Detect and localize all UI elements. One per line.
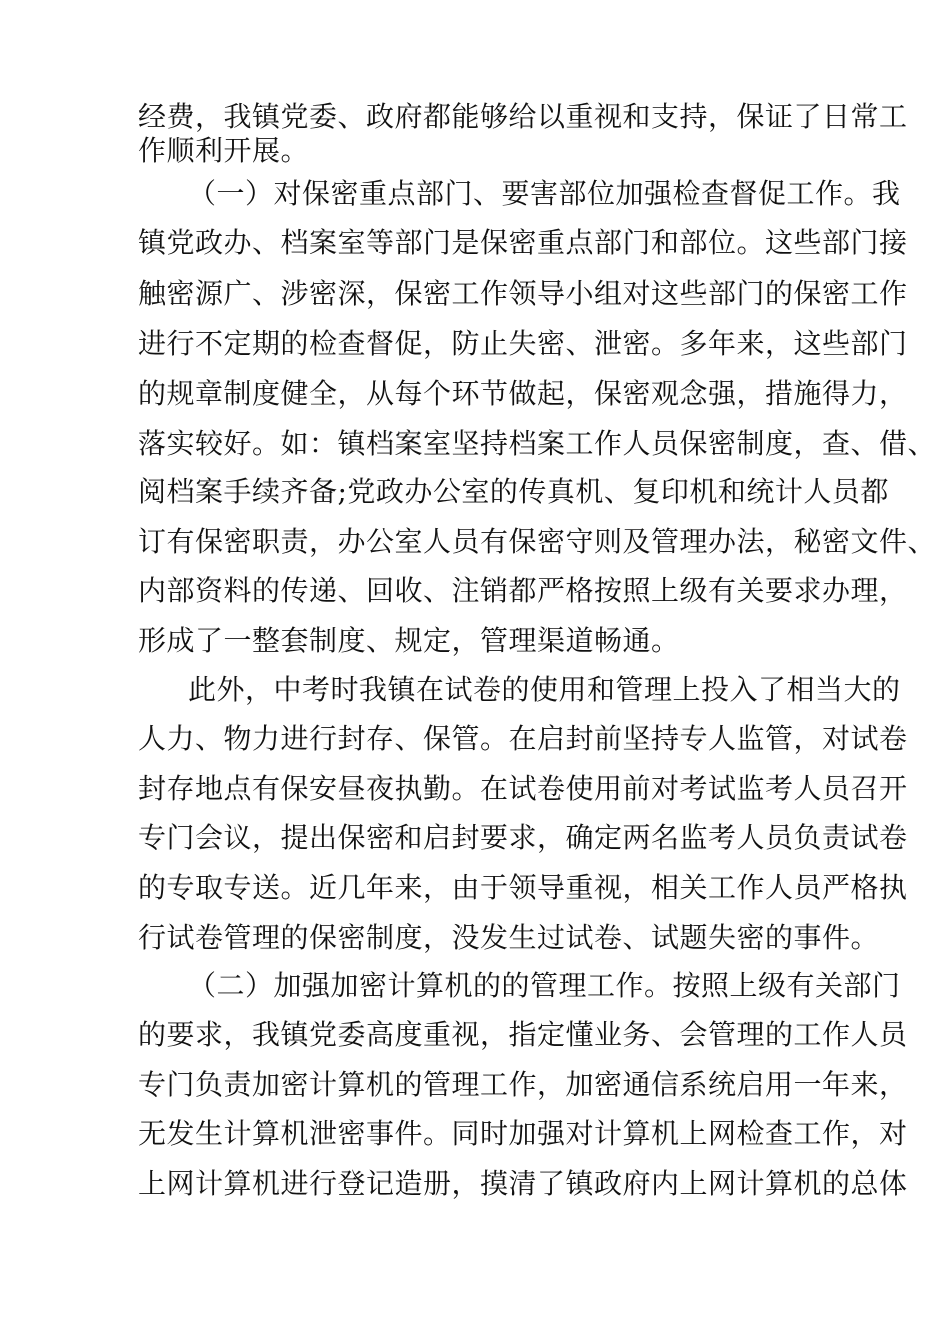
text-line: 的要求，我镇党委高度重视，指定懂业务、会管理的工作人员 [138, 1018, 908, 1051]
text-line: 镇党政办、档案室等部门是保密重点部门和部位。这些部门接 [138, 226, 908, 259]
text-line: 的规章制度健全，从每个环节做起，保密观念强，措施得力， [138, 377, 908, 410]
text-line: 行试卷管理的保密制度，没发生过试卷、试题失密的事件。 [138, 921, 880, 954]
paragraph-first-line: （二）加强加密计算机的的管理工作。按照上级有关部门 [188, 969, 901, 1002]
text-line: 触密源广、涉密深，保密工作领导小组对这些部门的保密工作 [138, 277, 908, 310]
text-line: 作顺利开展。 [138, 134, 310, 167]
text-line: 封存地点有保安昼夜执勤。在试卷使用前对考试监考人员召开 [138, 772, 908, 805]
text-line: 阅档案手续齐备;党政办公室的传真机、复印机和统计人员都 [138, 475, 889, 508]
text-line: 内部资料的传递、回收、注销都严格按照上级有关要求办理， [138, 574, 908, 607]
text-line: 落实较好。如：镇档案室坚持档案工作人员保密制度，查、借、 [138, 427, 937, 460]
paragraph-first-line: 此外，中考时我镇在试卷的使用和管理上投入了相当大的 [188, 673, 901, 706]
text-line: 形成了一整套制度、规定，管理渠道畅通。 [138, 624, 680, 657]
text-line: 无发生计算机泄密事件。同时加强对计算机上网检查工作，对 [138, 1117, 908, 1150]
text-line: 进行不定期的检查督促，防止失密、泄密。多年来，这些部门 [138, 327, 908, 360]
text-line: 上网计算机进行登记造册，摸清了镇政府内上网计算机的总体 [138, 1167, 908, 1200]
text-line: 专门负责加密计算机的管理工作，加密通信系统启用一年来， [138, 1068, 908, 1101]
paragraph-first-line: （一）对保密重点部门、要害部位加强检查督促工作。我 [188, 177, 901, 210]
text-line: 经费，我镇党委、政府都能够给以重视和支持，保证了日常工 [138, 100, 908, 133]
text-line: 专门会议，提出保密和启封要求，确定两名监考人员负责试卷 [138, 821, 908, 854]
text-line: 人力、物力进行封存、保管。在启封前坚持专人监管，对试卷 [138, 722, 908, 755]
text-line: 订有保密职责，办公室人员有保密守则及管理办法，秘密文件、 [138, 525, 937, 558]
text-line: 的专取专送。近几年来，由于领导重视，相关工作人员严格执 [138, 871, 908, 904]
